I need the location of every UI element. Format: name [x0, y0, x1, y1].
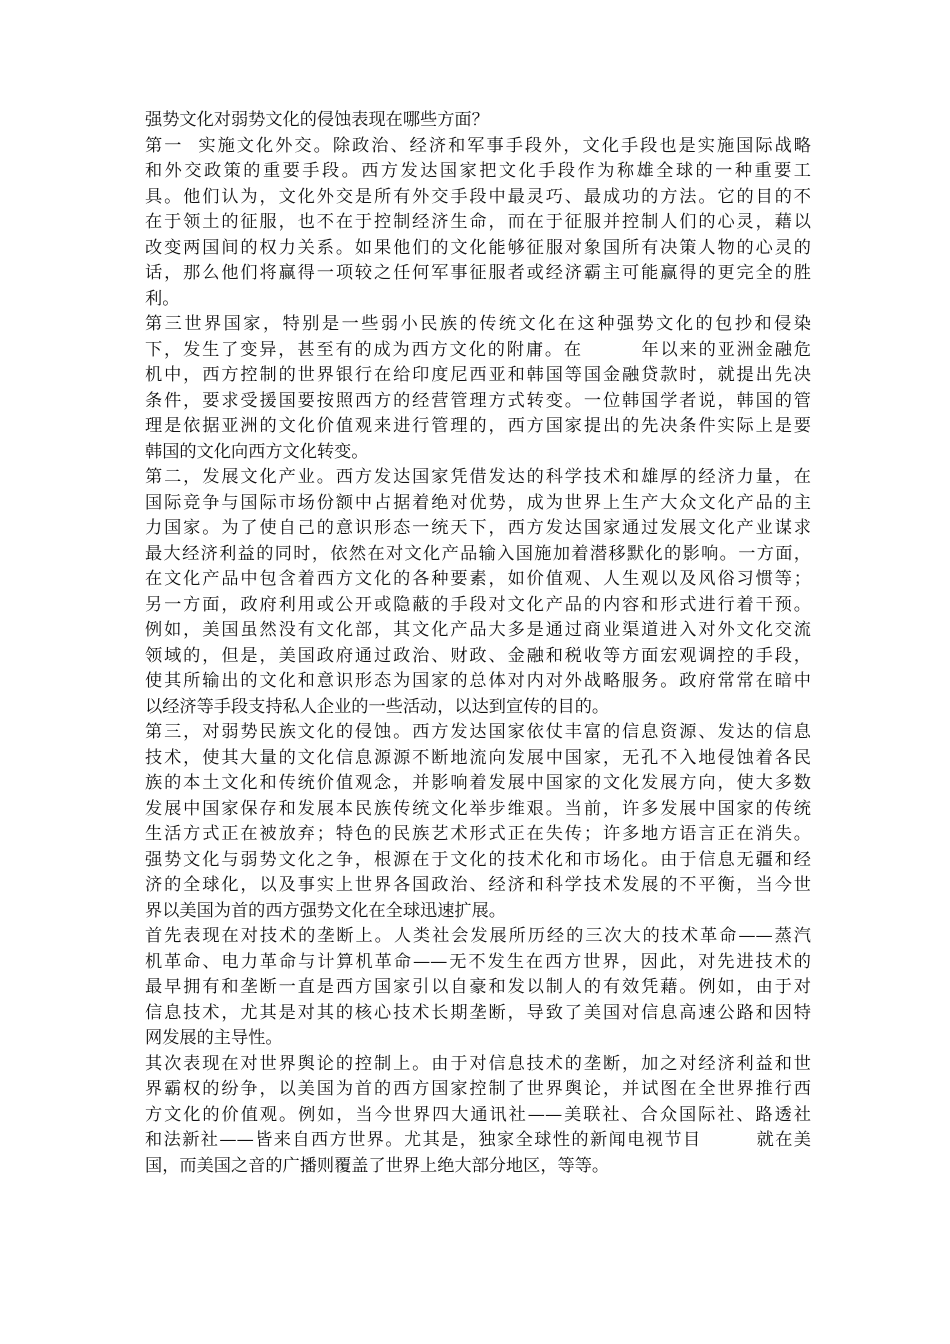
text-line: 使其所输出的文化和意识形态为国家的总体对内对外战略服务。政府常常在暗中 [145, 671, 811, 691]
text-line: 另一方面，政府利用或公开或隐蔽的手段对文化产品的内容和形式进行着干预。 [145, 594, 811, 615]
text-line: 领域的，但是，美国政府通过政治、财政、金融和税收等方面宏观调控的手段， [145, 645, 811, 666]
text-line: 理是依据亚洲的文化价值观来进行管理的，西方国家提出的先决条件实际上是要 [145, 416, 811, 436]
text-line: 韩国的文化向西方文化转变。 [145, 441, 369, 462]
text-line: 和法新社——皆来自西方世界。尤其是，独家全球性的新闻电视节目 就在美 [145, 1130, 811, 1150]
text-line: 在文化产品中包含着西方文化的各种要素，如价值观、人生观以及风俗习惯等； [145, 569, 811, 589]
text-line: 信息技术，尤其是对其的核心技术长期垄断，导致了美国对信息高速公路和因特 [145, 1002, 811, 1023]
text-line: 第三世界国家，特别是一些弱小民族的传统文化在这种强势文化的包抄和侵染 [145, 314, 811, 334]
text-line: 首先表现在对技术的垄断上。人类社会发展所历经的三次大的技术革命——蒸汽 [145, 926, 811, 946]
text-line: 国际竞争与国际市场份额中占据着绝对优势，成为世界上生产大众文化产品的主 [145, 492, 811, 513]
text-line: 界以美国为首的西方强势文化在全球迅速扩展。 [145, 900, 506, 921]
document-title: 强势文化对弱势文化的侵蚀表现在哪些方面？ [145, 110, 489, 130]
text-line: 国，而美国之音的广播则覆盖了世界上绝大部分地区，等等。 [145, 1155, 610, 1176]
text-line: 具。他们认为，文化外交是所有外交手段中最灵巧、最成功的方法。它的目的不 [145, 186, 811, 207]
text-line: 下，发生了变异，甚至有的成为西方文化的附庸。在 年以来的亚洲金融危 [145, 339, 811, 360]
text-line: 机革命、电力革命与计算机革命——无不发生在西方世界，因此，对先进技术的 [145, 951, 811, 972]
text-line: 第三，对弱势民族文化的侵蚀。西方发达国家依仗丰富的信息资源、发达的信息 [145, 722, 811, 742]
text-line: 发展中国家保存和发展本民族传统文化举步维艰。当前，许多发展中国家的传统 [145, 798, 811, 819]
text-line: 和外交政策的重要手段。西方发达国家把文化手段作为称雄全球的一种重要工 [145, 161, 811, 181]
document-body [145, 108, 811, 1179]
text-line: 第二，发展文化产业。西方发达国家凭借发达的科学技术和雄厚的经济力量，在 [145, 467, 811, 487]
text-line: 方文化的价值观。例如，当今世界四大通讯社——美联社、合众国际社、路透社 [145, 1104, 811, 1125]
text-line: 济的全球化，以及事实上世界各国政治、经济和科学技术发展的不平衡，当今世 [145, 875, 811, 895]
text-line: 强势文化与弱势文化之争，根源在于文化的技术化和市场化。由于信息无疆和经 [145, 849, 811, 870]
text-line: 例如，美国虽然没有文化部，其文化产品大多是通过商业渠道进入对外文化交流 [145, 620, 811, 640]
text-line: 技术，使其大量的文化信息源源不断地流向发展中国家，无孔不入地侵蚀着各民 [145, 747, 811, 768]
text-line: 改变两国间的权力关系。如果他们的文化能够征服对象国所有决策人物的心灵的 [145, 237, 811, 258]
text-line: 在于领土的征服，也不在于控制经济生命，而在于征服并控制人们的心灵，藉以 [145, 212, 811, 232]
text-line: 族的本土文化和传统价值观念，并影响着发展中国家的文化发展方向，使大多数 [145, 773, 811, 793]
text-line: 以经济等手段支持私人企业的一些活动，以达到宣传的目的。 [145, 696, 610, 717]
text-line: 利。 [145, 288, 180, 309]
text-line: 话，那么他们将赢得一项较之任何军事征服者或经济霸主可能赢得的更完全的胜 [145, 263, 811, 283]
text-line: 生活方式正在被放弃；特色的民族艺术形式正在失传；许多地方语言正在消失。 [145, 824, 811, 844]
text-line: 最大经济利益的同时，依然在对文化产品输入国施加着潜移默化的影响。一方面， [145, 543, 811, 564]
text-line: 界霸权的纷争，以美国为首的西方国家控制了世界舆论，并试图在全世界推行西 [145, 1079, 811, 1099]
text-line: 网发展的主导性。 [145, 1028, 283, 1048]
text-line: 条件，要求受援国要按照西方的经营管理方式转变。一位韩国学者说，韩国的管 [145, 390, 811, 411]
text-line: 机中，西方控制的世界银行在给印度尼西亚和韩国等国金融贷款时，就提出先决 [145, 365, 811, 385]
text-line: 力国家。为了使自己的意识形态一统天下，西方发达国家通过发展文化产业谋求 [145, 518, 811, 538]
text-line: 第一 实施文化外交。除政治、经济和军事手段外，文化手段也是实施国际战略 [145, 135, 811, 156]
text-line: 最早拥有和垄断一直是西方国家引以自豪和发以制人的有效凭藉。例如，由于对 [145, 977, 811, 997]
text-line: 其次表现在对世界舆论的控制上。由于对信息技术的垄断，加之对经济利益和世 [145, 1053, 811, 1074]
